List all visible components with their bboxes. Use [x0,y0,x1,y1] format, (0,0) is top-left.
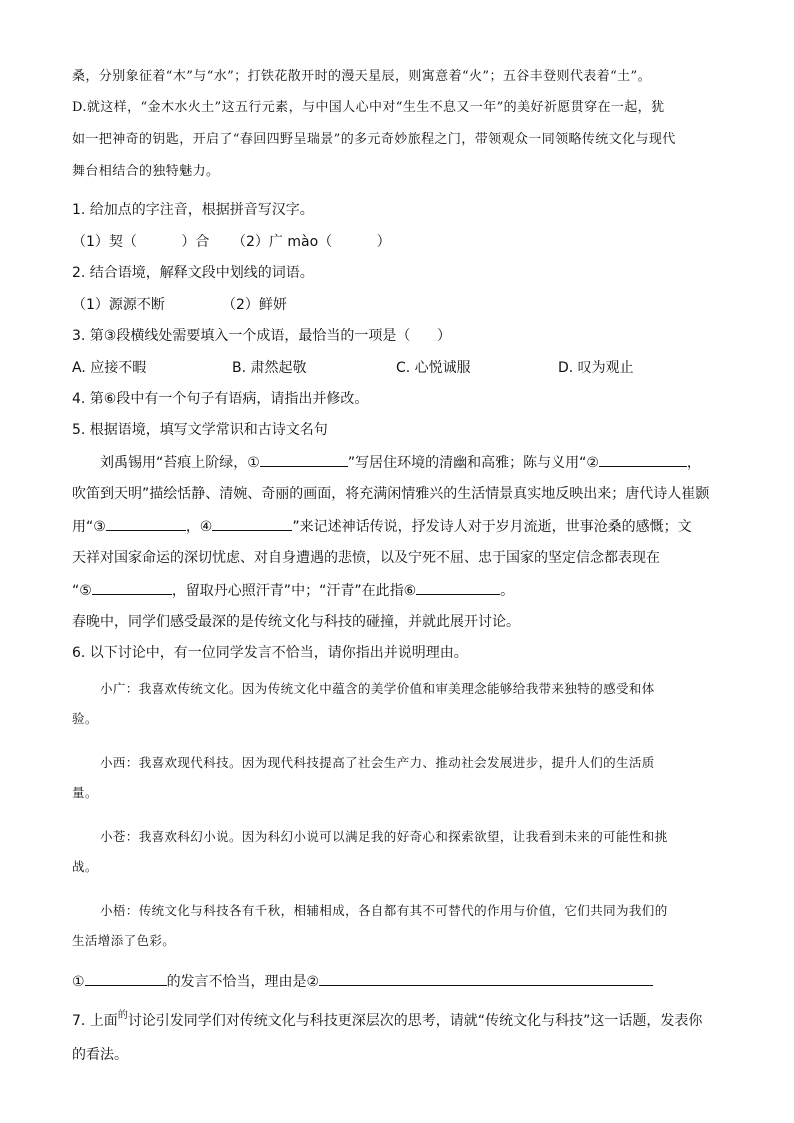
q2-item-a: （1）源源不断 [72,297,165,313]
q7-line-2: 的看法。 [72,1047,128,1063]
question-3 [72,326,732,379]
speaker-xiaowu: 小梧：传统文化与科技各有千秋，相辅相成，各自都有其不可替代的作用与价值，它们共同为我们的 生活增添了色彩。 [72,903,668,948]
q2-item-b: （2）鲜妍 [222,297,287,313]
q5-line-4: 天祥对国家命运的深切忧虑、对自身遭遇的悲愤，以及宁死不屈、忠于国家的坚定信念都表现在 [72,550,660,566]
transition-text: 春晚中，同学们感受最深的是传统文化与科技的碰撞，并就此展开讨论。 [72,614,520,630]
q5-line-2: 吹笛到天明”描绘恬静、清婉、奇丽的画面，将充满闲情雅兴的生活情景真实地反映出来；唐代诗人崔颢 [72,486,710,502]
q5-line-5: “⑤ ，留取丹心照汗青”中；“汗青”在此指⑥ 。 [72,579,732,602]
q5-blank-3[interactable] [106,515,186,531]
question-7 [72,1005,732,1071]
q3-title: 3. 第③段横线处需要填入一个成语，最恰当的一项是（ ） [72,328,452,344]
intro-line-1: 桑，分别象征着“木”与“水”；打铁花散开时的漫天星辰，则寓意着“火”；五谷丰登则代表着“土”。 [72,69,651,84]
discussion [72,674,732,956]
q1-title: 1. 给加点的字注音，根据拼音写汉字。 [72,202,314,218]
question-5 [72,420,732,602]
speaker-xiaoguang: 小广：我喜欢传统文化。因为传统文化中蕴含的美学价值和审美理念能够给我带来独特的感受和体 验。 [72,681,655,726]
q4-title: 4. 第⑥段中有一个句子有语病，请指出并修改。 [72,391,369,407]
q1-item-a: （1）契（ ）合 [72,234,210,250]
q5-line-3: 用“③ ，④ ”来记述神话传说，抒发诗人对于岁月流逝，世事沧桑的感慨；文 [72,515,732,538]
q5-blank-5[interactable] [92,579,172,595]
intro-passage [72,62,732,188]
q5-blank-2[interactable] [599,451,687,467]
q3-option-a: A. 应接不暇 [72,360,147,376]
q5-line-1: 刘禹锡用“苔痕上阶绿，① ”写居住环境的清幽和高雅；陈与义用“② ， [72,451,732,474]
q5-blank-4[interactable] [212,515,292,531]
question-1 [72,200,732,253]
q6-answer-line: ① 的发言不恰当，理由是② [72,970,732,993]
q2-title: 2. 结合语境，解释文段中划线的词语。 [72,265,314,281]
q6-title: 6. 以下讨论中，有一位同学发言不恰当，请你指出并说明理由。 [72,645,468,661]
question-6 [72,643,732,993]
q3-option-b: B. 肃然起敬 [232,360,307,376]
q6-blank-2[interactable] [319,970,653,986]
speaker-xiaoxi: 小西：我喜欢现代科技。因为现代科技提高了社会生产力、推动社会发展进步，提升人们的生活质 量。 [72,755,655,800]
question-2 [72,263,732,316]
q5-blank-1[interactable] [260,451,348,467]
q6-blank-1[interactable] [85,970,167,986]
q5-blank-6[interactable] [416,579,500,595]
q3-option-d: D. 叹为观止 [558,360,634,376]
intro-line-3: 如一把神奇的钥匙，开启了“春回四野呈瑞景”的多元奇妙旅程之门，带领观众一同领略传统文化与现代 [72,132,676,147]
q3-option-c: C. 心悦诚服 [396,360,471,376]
document-page [72,62,732,1071]
intro-line-2: D.就这样，“金木水火土”这五行元素，与中国人心中对“生生不息又一年”的美好祈愿贯穿在一起，犹 [72,100,665,115]
q1-item-b: （2）广 mào（ ） [232,234,391,250]
speaker-xiaocang: 小苍：我喜欢科幻小说。因为科幻小说可以满足我的好奇心和探索欲望，让我看到未来的可能性和挑 战。 [72,829,668,874]
q7-line-1: 7. 上面$^的$讨论引发同学们对传统文化与科技更深层次的思考，请就“传统文化与科技”这一话题，发表你 [72,1010,703,1029]
q5-title: 5. 根据语境，填写文学常识和古诗文名句 [72,422,328,438]
intro-line-4: 舞台相结合的独特魅力。 [72,164,220,179]
